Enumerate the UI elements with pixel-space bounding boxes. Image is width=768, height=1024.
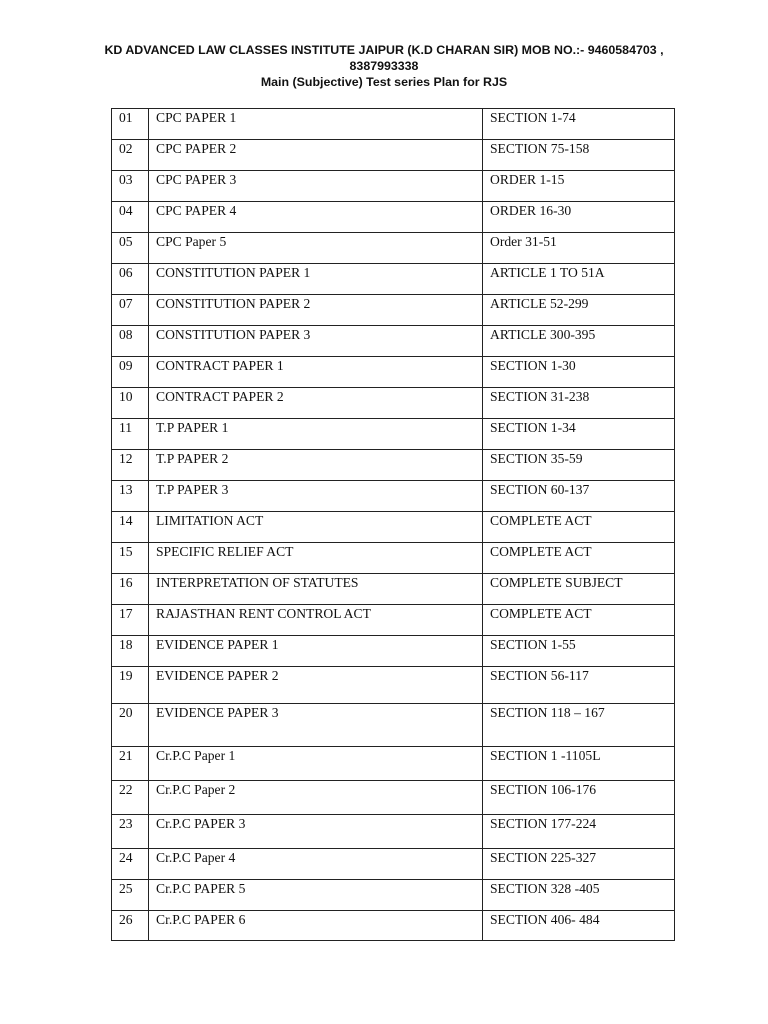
row-number-cell: 10 xyxy=(112,388,149,419)
paper-name-cell: Cr.P.C PAPER 3 xyxy=(149,815,483,849)
coverage-cell: COMPLETE ACT xyxy=(483,512,675,543)
paper-name-cell: CPC PAPER 4 xyxy=(149,202,483,233)
coverage-cell: SECTION 1-30 xyxy=(483,357,675,388)
table-row xyxy=(112,849,675,880)
paper-name-cell: CPC PAPER 3 xyxy=(149,171,483,202)
coverage-cell: ARTICLE 1 TO 51A xyxy=(483,264,675,295)
paper-name-cell: EVIDENCE PAPER 1 xyxy=(149,636,483,667)
paper-name-cell: T.P PAPER 2 xyxy=(149,450,483,481)
coverage-cell: SECTION 225-327 xyxy=(483,849,675,880)
header-phone-line: 8387993338 xyxy=(349,59,419,73)
coverage-cell: SECTION 406- 484 xyxy=(483,911,675,941)
coverage-cell: SECTION 1-55 xyxy=(483,636,675,667)
row-number-cell: 11 xyxy=(112,419,149,450)
paper-name-cell: Cr.P.C Paper 4 xyxy=(149,849,483,880)
row-number-cell: 09 xyxy=(112,357,149,388)
row-number-cell: 23 xyxy=(112,815,149,849)
table-row xyxy=(112,574,675,605)
table-row xyxy=(112,140,675,171)
row-number-cell: 21 xyxy=(112,747,149,781)
table-row xyxy=(112,512,675,543)
paper-name-cell: T.P PAPER 3 xyxy=(149,481,483,512)
table-row xyxy=(112,171,675,202)
row-number-cell: 17 xyxy=(112,605,149,636)
paper-name-cell: Cr.P.C Paper 2 xyxy=(149,781,483,815)
paper-name-cell: CONTRACT PAPER 1 xyxy=(149,357,483,388)
table-row xyxy=(112,704,675,747)
table-row xyxy=(112,419,675,450)
row-number-cell: 01 xyxy=(112,109,149,140)
row-number-cell: 20 xyxy=(112,704,149,747)
table-row xyxy=(112,667,675,704)
coverage-cell: COMPLETE ACT xyxy=(483,605,675,636)
table-row xyxy=(112,450,675,481)
coverage-cell: COMPLETE ACT xyxy=(483,543,675,574)
paper-name-cell: CPC Paper 5 xyxy=(149,233,483,264)
table-row xyxy=(112,202,675,233)
coverage-cell: ARTICLE 52-299 xyxy=(483,295,675,326)
table-row xyxy=(112,357,675,388)
table-row xyxy=(112,264,675,295)
coverage-cell: SECTION 31-238 xyxy=(483,388,675,419)
coverage-cell: SECTION 118 – 167 xyxy=(483,704,675,747)
table-row xyxy=(112,815,675,849)
header-institute-line: KD ADVANCED LAW CLASSES INSTITUTE JAIPUR (K.D CHARAN SIR) MOB NO.:- 9460584703 , xyxy=(104,43,664,57)
paper-name-cell: Cr.P.C Paper 1 xyxy=(149,747,483,781)
row-number-cell: 04 xyxy=(112,202,149,233)
coverage-cell: SECTION 1-74 xyxy=(483,109,675,140)
row-number-cell: 24 xyxy=(112,849,149,880)
table-row xyxy=(112,388,675,419)
paper-name-cell: INTERPRETATION OF STATUTES xyxy=(149,574,483,605)
paper-name-cell: CPC PAPER 1 xyxy=(149,109,483,140)
table-row xyxy=(112,109,675,140)
test-series-table-body xyxy=(112,109,675,941)
table-row xyxy=(112,747,675,781)
row-number-cell: 19 xyxy=(112,667,149,704)
coverage-cell: SECTION 1 -1105L xyxy=(483,747,675,781)
coverage-cell: SECTION 56-117 xyxy=(483,667,675,704)
row-number-cell: 03 xyxy=(112,171,149,202)
header-plan-title: Main (Subjective) Test series Plan for RJS xyxy=(260,75,508,89)
row-number-cell: 08 xyxy=(112,326,149,357)
paper-name-cell: EVIDENCE PAPER 2 xyxy=(149,667,483,704)
table-row xyxy=(112,636,675,667)
test-series-table xyxy=(111,108,675,941)
row-number-cell: 13 xyxy=(112,481,149,512)
paper-name-cell: RAJASTHAN RENT CONTROL ACT xyxy=(149,605,483,636)
table-row xyxy=(112,326,675,357)
row-number-cell: 25 xyxy=(112,880,149,911)
row-number-cell: 05 xyxy=(112,233,149,264)
coverage-cell: SECTION 177-224 xyxy=(483,815,675,849)
paper-name-cell: T.P PAPER 1 xyxy=(149,419,483,450)
row-number-cell: 16 xyxy=(112,574,149,605)
coverage-cell: COMPLETE SUBJECT xyxy=(483,574,675,605)
document-header xyxy=(60,42,708,90)
paper-name-cell: CPC PAPER 2 xyxy=(149,140,483,171)
coverage-cell: Order 31-51 xyxy=(483,233,675,264)
coverage-cell: SECTION 328 -405 xyxy=(483,880,675,911)
row-number-cell: 26 xyxy=(112,911,149,941)
coverage-cell: SECTION 35-59 xyxy=(483,450,675,481)
table-row xyxy=(112,295,675,326)
table-row xyxy=(112,481,675,512)
row-number-cell: 07 xyxy=(112,295,149,326)
table-row xyxy=(112,781,675,815)
coverage-cell: ORDER 1-15 xyxy=(483,171,675,202)
coverage-cell: SECTION 1-34 xyxy=(483,419,675,450)
paper-name-cell: EVIDENCE PAPER 3 xyxy=(149,704,483,747)
row-number-cell: 06 xyxy=(112,264,149,295)
table-row xyxy=(112,543,675,574)
table-row xyxy=(112,880,675,911)
table-row xyxy=(112,911,675,941)
coverage-cell: SECTION 106-176 xyxy=(483,781,675,815)
paper-name-cell: CONTRACT PAPER 2 xyxy=(149,388,483,419)
table-row xyxy=(112,605,675,636)
row-number-cell: 18 xyxy=(112,636,149,667)
row-number-cell: 15 xyxy=(112,543,149,574)
coverage-cell: ARTICLE 300-395 xyxy=(483,326,675,357)
paper-name-cell: CONSTITUTION PAPER 3 xyxy=(149,326,483,357)
coverage-cell: ORDER 16-30 xyxy=(483,202,675,233)
paper-name-cell: Cr.P.C PAPER 5 xyxy=(149,880,483,911)
table-row xyxy=(112,233,675,264)
coverage-cell: SECTION 60-137 xyxy=(483,481,675,512)
paper-name-cell: CONSTITUTION PAPER 2 xyxy=(149,295,483,326)
paper-name-cell: Cr.P.C PAPER 6 xyxy=(149,911,483,941)
paper-name-cell: LIMITATION ACT xyxy=(149,512,483,543)
paper-name-cell: SPECIFIC RELIEF ACT xyxy=(149,543,483,574)
paper-name-cell: CONSTITUTION PAPER 1 xyxy=(149,264,483,295)
row-number-cell: 02 xyxy=(112,140,149,171)
coverage-cell: SECTION 75-158 xyxy=(483,140,675,171)
row-number-cell: 12 xyxy=(112,450,149,481)
row-number-cell: 14 xyxy=(112,512,149,543)
row-number-cell: 22 xyxy=(112,781,149,815)
